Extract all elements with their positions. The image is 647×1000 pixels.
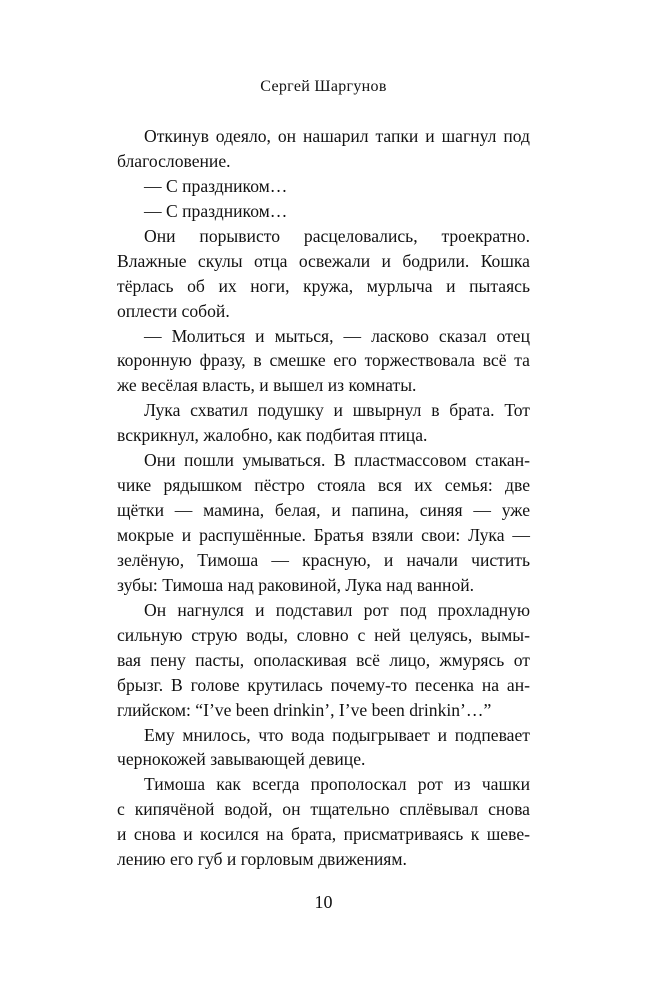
text-line: Лука схватил подушку и швырнул в брата. Тот xyxy=(144,400,530,421)
text-line: Они порывисто расцеловались, троекратно. xyxy=(144,225,530,246)
text-line: глийском: “I’ve been drinkin’, I’ve been drinkin’…” xyxy=(117,699,492,720)
text-line: мокрые и распушённые. Братья взяли свои: Лука — xyxy=(117,525,530,545)
text-line: — С праздником… xyxy=(144,175,288,196)
text-line: вая пену пасты, ополаскивая всё лицо, жмурясь от xyxy=(117,649,530,670)
text-line: Он нагнулся и подставил рот под прохладную xyxy=(144,599,530,620)
text-line: сильную струю воды, словно с ней целуясь, вымы- xyxy=(117,624,530,645)
body-text xyxy=(117,124,530,872)
text-line: коронную фразу, в смешке его торжествовала всё та xyxy=(117,350,530,371)
text-line: Тимоша как всегда прополоскал рот из чашки xyxy=(144,774,530,795)
running-head: Сергей Шаргунов xyxy=(260,78,387,95)
text-line: зелёную, Тимоша — красную, и начали чистить xyxy=(117,549,530,570)
text-line: с кипячёной водой, он тщательно сплёвывал снова xyxy=(117,799,530,820)
text-line: щётки — мамина, белая, и папина, синяя — уже xyxy=(117,500,530,521)
text-line: же весёлая власть, и вышел из комнаты. xyxy=(117,375,417,396)
text-line: чике рядышком пёстро стояла вся их семья: две xyxy=(117,475,530,496)
text-line: вскрикнул, жалобно, как подбитая птица. xyxy=(117,425,428,446)
text-line: тёрлась об их ноги, кружа, мурлыча и пытаясь xyxy=(117,275,530,296)
text-line: лению его губ и горловым движениям. xyxy=(117,849,407,870)
text-line: Они пошли умываться. В пластмассовом стакан- xyxy=(144,450,530,471)
text-line: зубы: Тимоша над раковиной, Лука над ванной. xyxy=(117,574,475,595)
text-line: и снова и косился на брата, присматриваясь к шеве- xyxy=(117,824,530,845)
text-line: благословение. xyxy=(117,150,231,171)
text-line: — Молиться и мыться, — ласково сказал отец xyxy=(144,325,530,346)
text-line: Влажные скулы отца освежали и бодрили. Кошка xyxy=(117,250,530,271)
text-line: — С праздником… xyxy=(144,200,288,221)
text-line: брызг. В голове крутилась почему-то песенка на ан- xyxy=(117,674,530,695)
text-line: оплести собой. xyxy=(117,300,230,321)
text-line: Ему мнилось, что вода подыгрывает и подпевает xyxy=(144,724,530,745)
page-number: 10 xyxy=(314,892,333,912)
text-line: Откинув одеяло, он нашарил тапки и шагнул под xyxy=(144,126,530,146)
text-line: чернокожей завывающей девице. xyxy=(117,749,366,770)
